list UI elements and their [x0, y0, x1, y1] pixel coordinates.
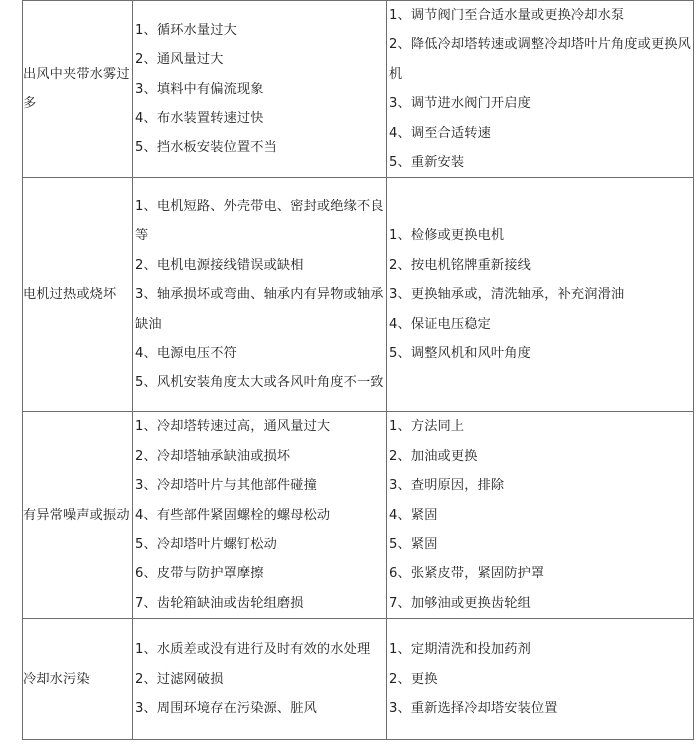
cause-item: 2、电机电源接线错误或缺相 [135, 257, 304, 273]
fix-item: 1、调节阀门至合适水量或更换冷却水泵 [389, 8, 625, 23]
cause-item: 3、填料中有偏流现象 [135, 81, 264, 97]
cause-item: 6、皮带与防护罩摩擦 [135, 566, 264, 582]
fix-item: 7、加够油或更换齿轮组 [389, 595, 531, 611]
fix-cell [387, 1, 694, 178]
fix-item: 1、检修或更换电机 [389, 228, 505, 244]
table-row [23, 1, 694, 178]
fix-item: 5、调整风机和风叶角度 [389, 346, 531, 362]
fix-item: 3、查明原因，排除 [389, 478, 505, 494]
cause-item: 1、冷却塔转速过高，通风量过大 [135, 419, 331, 435]
fix-cell [387, 619, 694, 740]
fix-item: 1、定期清洗和投加药剂 [389, 642, 531, 658]
fix-item: 3、重新选择冷却塔安装位置 [389, 700, 558, 716]
cause-cell [133, 178, 387, 412]
table-row [23, 178, 694, 412]
fix-item: 1、方法同上 [389, 419, 465, 435]
fix-item: 4、保证电压稳定 [389, 316, 491, 332]
table-row [23, 619, 694, 740]
cause-item: 2、通风量过大 [135, 52, 224, 68]
cause-item: 5、冷却塔叶片螺钉松动 [135, 537, 277, 553]
cause-item: 4、电源电压不符 [135, 346, 237, 362]
cause-item: 1、循环水量过大 [135, 22, 237, 38]
fix-item: 2、更换 [389, 671, 438, 687]
fix-item: 2、降低冷却塔转速或调整冷却塔叶片角度或更换风机 [389, 37, 691, 82]
fix-item: 5、紧固 [389, 537, 438, 553]
cause-item: 3、轴承损坏或弯曲、轴承内有异物或轴承缺油 [135, 287, 384, 332]
cause-item: 1、电机短路、外壳带电、密封或绝缘不良等 [135, 199, 384, 244]
cause-item: 5、风机安装角度太大或各风叶角度不一致 [135, 375, 384, 391]
cause-item: 5、挡水板安装位置不当 [135, 140, 277, 156]
cause-cell [133, 412, 387, 619]
fix-item: 2、按电机铭牌重新接线 [389, 257, 531, 273]
fix-item: 2、加油或更换 [389, 448, 478, 464]
cause-item: 7、齿轮箱缺油或齿轮组磨损 [135, 595, 304, 611]
fix-item: 3、调节进水阀门开启度 [389, 96, 531, 112]
cause-item: 3、冷却塔叶片与其他部件碰撞 [135, 478, 317, 494]
symptom-cell: 出风中夹带水雾过多 [23, 1, 133, 178]
cause-item: 2、冷却塔轴承缺油或损坏 [135, 448, 291, 464]
cause-item: 3、周围环境存在污染源、脏风 [135, 700, 317, 716]
cause-item: 4、布水装置转速过快 [135, 110, 264, 126]
symptom-cell: 冷却水污染 [23, 619, 133, 740]
fix-item: 4、调至合适转速 [389, 125, 491, 141]
troubleshooting-table [22, 0, 694, 740]
cause-item: 1、水质差或没有进行及时有效的水处理 [135, 642, 371, 658]
fix-item: 6、张紧皮带，紧固防护罩 [389, 566, 545, 582]
fix-item: 4、紧固 [389, 507, 438, 523]
table-row [23, 412, 694, 619]
symptom-cell: 有异常噪声或振动 [23, 412, 133, 619]
cause-cell [133, 1, 387, 178]
cause-item: 2、过滤网破损 [135, 671, 224, 687]
fix-item: 3、更换轴承或，清洗轴承，补充润滑油 [389, 287, 625, 303]
fix-cell [387, 178, 694, 412]
cause-item: 4、有些部件紧固螺栓的螺母松动 [135, 507, 331, 523]
fix-cell [387, 412, 694, 619]
fix-item: 5、重新安装 [389, 155, 465, 171]
cause-cell [133, 619, 387, 740]
symptom-cell: 电机过热或烧坏 [23, 178, 133, 412]
